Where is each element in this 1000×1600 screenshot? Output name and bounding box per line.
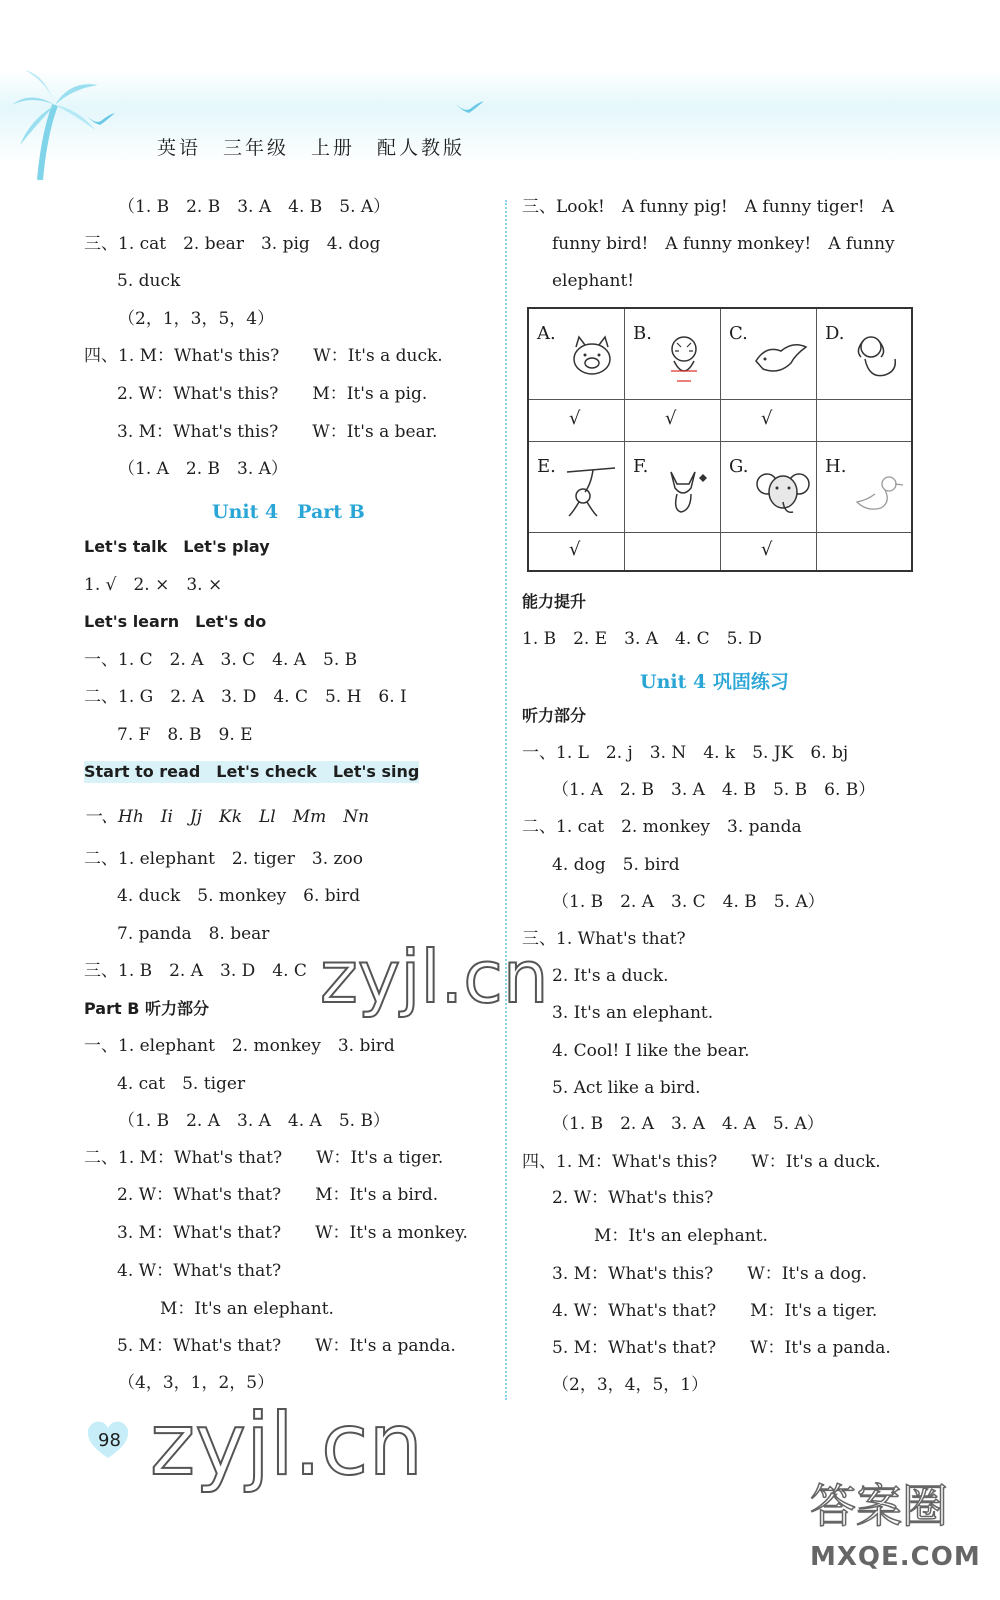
answer-line: （2，3，4，5，1）	[552, 1375, 709, 1395]
cell-label: D.	[825, 323, 845, 344]
answer-line: （1. B 2. A 3. C 4. B 5. A）	[552, 892, 825, 912]
animal-table	[527, 307, 913, 572]
handwriting-letters: 一、Hh Ii Jj Kk Ll Mm Nn	[84, 807, 370, 827]
check-cell	[625, 533, 721, 570]
cell-label: A.	[537, 323, 556, 344]
watermark-text: zyjl.cn	[150, 1395, 423, 1495]
answer-line: （1. A 2. B 3. A）	[118, 459, 288, 479]
answer-line: 3. M：What's this? W：It's a dog.	[535, 1264, 868, 1284]
table-cell	[817, 309, 911, 400]
section-heading: Unit 4 Part B	[212, 501, 365, 523]
answer-line: 3. M：What's that? W：It's a monkey.	[100, 1223, 468, 1243]
answer-line: 4. cat 5. tiger	[100, 1074, 246, 1094]
answer-line: 5. M：What's that? W：It's a panda.	[535, 1338, 891, 1358]
table-cell	[529, 442, 625, 533]
check-mark-g: √	[761, 539, 773, 560]
answer-line: （1. A 2. B 3. A 4. B 5. B 6. B）	[552, 780, 876, 800]
check-mark-e: √	[569, 539, 581, 560]
answer-line: 一、1. C 2. A 3. C 4. A 5. B	[84, 650, 358, 670]
bird-icon	[455, 100, 485, 116]
subsection-heading: 能力提升	[522, 592, 587, 611]
cell-label: C.	[729, 323, 748, 344]
answer-line: 7. F 8. B 9. E	[100, 725, 253, 745]
section-heading: Unit 4 巩固练习	[640, 671, 789, 693]
cell-label: F.	[633, 456, 649, 477]
subsection-heading: Let's learn Let's do	[84, 612, 267, 631]
watermark-text: zyjl.cn	[320, 935, 549, 1019]
table-cell	[625, 442, 721, 533]
fox-icon	[661, 466, 711, 516]
answer-line: 5. Act like a bird.	[535, 1078, 701, 1098]
cell-label: H.	[825, 456, 847, 477]
answer-line: M：It's an elephant.	[126, 1299, 334, 1319]
answer-line: 4. dog 5. bird	[535, 855, 680, 875]
answer-line: 一、1. elephant 2. monkey 3. bird	[84, 1036, 395, 1056]
corner-watermark	[810, 1470, 990, 1595]
subsection-heading: 听力部分	[522, 706, 587, 725]
cell-label: B.	[633, 323, 652, 344]
answer-line: 三、Look! A funny pig! A funny tiger! A	[522, 197, 895, 217]
answer-line: 4. duck 5. monkey 6. bird	[100, 886, 361, 906]
dog-icon	[851, 331, 901, 383]
answer-line: 四、1. M：What's this? W：It's a duck.	[84, 346, 443, 366]
answer-line: 二、1. elephant 2. tiger 3. zoo	[84, 849, 363, 869]
subsection-heading: Start to read Let's check Let's sing	[84, 762, 420, 781]
answer-line: 3. It's an elephant.	[535, 1003, 714, 1023]
check-mark-c: √	[761, 408, 773, 429]
answer-line: 4. W：What's that?	[100, 1261, 282, 1281]
answer-line: 2. W：What's that? M：It's a bird.	[100, 1185, 439, 1205]
answer-line: 四、1. M：What's this? W：It's a duck.	[522, 1152, 881, 1172]
answer-line: 二、1. G 2. A 3. D 4. C 5. H 6. I	[84, 687, 407, 707]
check-cell	[529, 533, 625, 570]
answer-line: 2. W：What's this?	[535, 1188, 714, 1208]
check-cell	[817, 400, 911, 442]
check-cell	[721, 533, 817, 570]
page-header-title: 英语 三年级 上册 配人教版	[157, 137, 466, 159]
page-number-text: 98	[98, 1430, 121, 1451]
page-number	[84, 1418, 134, 1458]
answer-line: funny bird! A funny monkey! A funny	[552, 234, 895, 254]
answer-line: 4. W：What's that? M：It's a tiger.	[535, 1301, 878, 1321]
bird-drawing-icon	[751, 333, 809, 378]
check-cell	[625, 400, 721, 442]
column-divider	[505, 200, 507, 1400]
check-cell	[817, 533, 911, 570]
header-banner	[0, 70, 1000, 180]
check-cell	[529, 400, 625, 442]
answer-line: 三、1. B 2. A 3. D 4. C	[84, 961, 307, 981]
answer-line: 三、1. cat 2. bear 3. pig 4. dog	[84, 234, 381, 254]
answer-line: 二、1. cat 2. monkey 3. panda	[522, 817, 802, 837]
subsection-heading: Let's talk Let's play	[84, 537, 270, 556]
pig-icon	[567, 333, 617, 381]
answer-line: 1. B 2. E 3. A 4. C 5. D	[522, 629, 762, 649]
answer-line: （1. B 2. B 3. A 4. B 5. A）	[118, 197, 391, 217]
table-cell	[721, 309, 817, 400]
answer-line: 5. duck	[100, 271, 181, 291]
check-cell	[721, 400, 817, 442]
answer-line: （2，1，3，5，4）	[118, 309, 275, 329]
answer-line: 1. √ 2. × 3. ×	[84, 575, 223, 595]
answer-line: 2. It's a duck.	[535, 966, 669, 986]
answer-line: 4. Cool! I like the bear.	[535, 1041, 750, 1061]
answer-line: M：It's an elephant.	[560, 1226, 768, 1246]
answer-line: 二、1. M：What's that? W：It's a tiger.	[84, 1148, 444, 1168]
answer-line: （4，3，1，2，5）	[118, 1373, 275, 1393]
table-cell	[721, 442, 817, 533]
cell-label: E.	[537, 456, 556, 477]
answer-line: 2. W：What's this? M：It's a pig.	[100, 384, 428, 404]
answer-line: 3. M：What's this? W：It's a bear.	[100, 422, 438, 442]
watermark-text: 答案圈	[810, 1479, 948, 1533]
answer-line: elephant!	[552, 271, 635, 291]
elephant-icon	[755, 464, 811, 520]
answer-line: 三、1. What's that?	[522, 929, 686, 949]
answer-line: （1. B 2. A 3. A 4. A 5. A）	[552, 1114, 824, 1134]
tiger-icon	[659, 331, 709, 386]
answer-line: 5. M：What's that? W：It's a panda.	[100, 1336, 456, 1356]
answer-line: 一、1. L 2. j 3. N 4. k 5. JK 6. bj	[522, 743, 849, 763]
cell-label: G.	[729, 456, 749, 477]
answer-line: （1. B 2. A 3. A 4. A 5. B）	[118, 1111, 390, 1131]
check-mark-b: √	[665, 408, 677, 429]
subsection-heading: Part B 听力部分	[84, 999, 209, 1018]
check-mark-a: √	[569, 408, 581, 429]
table-cell	[625, 309, 721, 400]
duck-icon	[853, 472, 905, 514]
table-cell	[529, 309, 625, 400]
monkey-icon	[563, 464, 619, 520]
bird-icon	[86, 112, 116, 128]
table-cell	[817, 442, 911, 533]
watermark-text: MXQE.COM	[810, 1542, 981, 1572]
answer-line: 7. panda 8. bear	[100, 924, 270, 944]
